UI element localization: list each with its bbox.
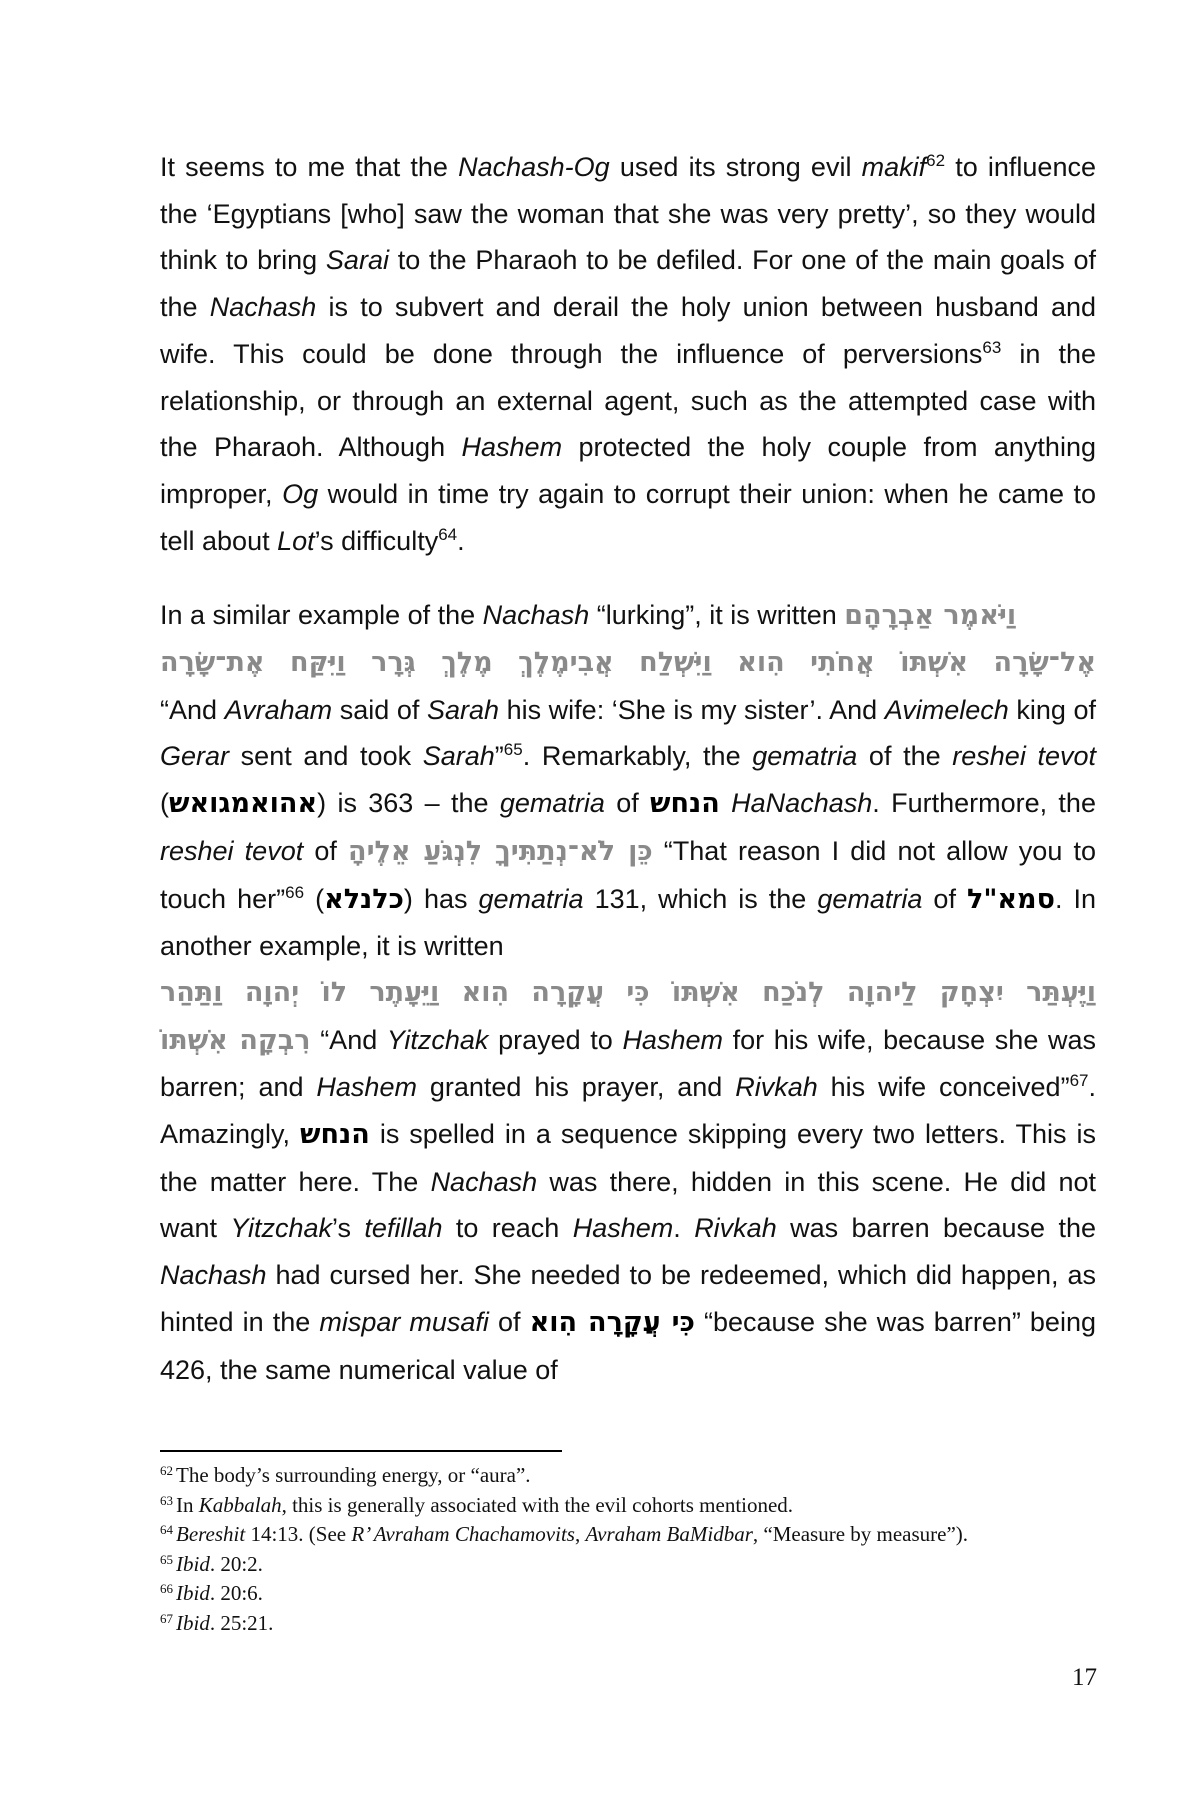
footnote-text: , bbox=[574, 1522, 586, 1546]
text-run: protected the holy couple from anything improper, bbox=[160, 432, 1096, 509]
text-run: 131, which is the bbox=[583, 883, 818, 914]
text-run: is spelled in a sequence skipping every two letters. This is the matter here. The bbox=[160, 1119, 1096, 1197]
text-run: of bbox=[604, 788, 651, 819]
paragraph-1 bbox=[160, 144, 1096, 564]
text-run: “because she was barren” being 426, the same numerical value of bbox=[160, 1306, 1096, 1385]
italic-term: Rivkah bbox=[735, 1072, 818, 1103]
italic-term: Sarai bbox=[325, 245, 389, 276]
italic-term: Hashem bbox=[572, 1213, 674, 1244]
text-run: his wife: ‘She is my sister’. And bbox=[499, 694, 885, 725]
footnote-number: 66 bbox=[160, 1581, 173, 1596]
italic-term: Og bbox=[282, 478, 319, 509]
text-run: . Amazingly, bbox=[160, 1072, 1096, 1150]
text-run: had cursed her. She needed to be redeemed, which did happen, as hinted in the bbox=[160, 1260, 1096, 1337]
text-run: ( bbox=[304, 883, 325, 914]
footnote-number: 67 bbox=[160, 1610, 173, 1626]
text-run: ’s bbox=[332, 1213, 365, 1244]
italic-term: Yitzchak bbox=[386, 1024, 489, 1055]
footnote-separator bbox=[160, 1450, 562, 1452]
hebrew-acronym: כלנלא bbox=[324, 883, 404, 915]
footnote-number: 64 bbox=[160, 1522, 173, 1537]
footnote-ref-67[interactable]: 67 bbox=[1069, 1071, 1089, 1091]
footnote-ref-65[interactable]: 65 bbox=[503, 740, 523, 760]
paragraph-2 bbox=[160, 592, 1096, 1393]
text-run: . In another example, it is written bbox=[160, 883, 1096, 962]
hebrew-hanachash: הנחש bbox=[650, 788, 720, 820]
text-run: “lurking”, it is written bbox=[589, 600, 845, 631]
footnote-text: . 20:2. bbox=[209, 1551, 263, 1576]
footnote-text: Ibid bbox=[176, 1581, 210, 1605]
text-run: . bbox=[457, 525, 465, 556]
page-number: 17 bbox=[1072, 1664, 1097, 1691]
italic-term: Avraham bbox=[224, 694, 333, 725]
italic-term: Hashem bbox=[622, 1024, 723, 1055]
footnote-67 bbox=[160, 1609, 1100, 1639]
footnote-text: Kabbalah bbox=[198, 1492, 282, 1517]
text-run: In a similar example of the bbox=[160, 600, 483, 631]
text-run: “And bbox=[160, 694, 225, 725]
italic-term: Nachash bbox=[160, 1260, 267, 1291]
text-run: was there, hidden in this scene. He did not want bbox=[160, 1166, 1097, 1244]
italic-term: HaNachash bbox=[731, 788, 873, 819]
italic-term: Lot bbox=[277, 525, 315, 556]
footnote-64 bbox=[160, 1520, 1100, 1550]
footnote-number: 62 bbox=[160, 1463, 173, 1478]
italic-term: Rivkah bbox=[694, 1213, 777, 1244]
text-run: was barren because the bbox=[776, 1213, 1096, 1244]
hebrew-verse-genesis-20-2-part1: וַיֹּאמֶר אַבְרָהָם bbox=[844, 600, 1017, 632]
text-run: used its strong evil bbox=[609, 152, 862, 182]
italic-term: Yitzchak bbox=[230, 1213, 332, 1244]
text-run: prayed to bbox=[488, 1024, 623, 1055]
footnote-text: Avraham BaMidbar bbox=[585, 1522, 753, 1546]
footnote-ref-62[interactable]: 62 bbox=[926, 151, 946, 170]
text-run: would in time try again to corrupt their union: when he came to tell about bbox=[160, 478, 1096, 556]
italic-term: Hashem bbox=[316, 1072, 417, 1103]
italic-term: Sarah bbox=[426, 694, 500, 725]
footnote-text: The body’s surrounding energy, or “aura”. bbox=[176, 1463, 531, 1487]
text-run: ) has bbox=[403, 883, 479, 914]
text-run: said of bbox=[332, 694, 427, 725]
hebrew-verse-genesis-20-6: כֵּן לֹא־נְתַתִּיךָ לִנְגֹּעַ אֵלֶיהָ bbox=[348, 835, 653, 867]
footnote-62 bbox=[160, 1461, 1100, 1491]
footnote-text: R’ Avraham Chachamovits bbox=[351, 1522, 575, 1546]
footnotes bbox=[160, 1461, 1100, 1638]
italic-term: Gerar bbox=[160, 741, 230, 772]
italic-term: Hashem bbox=[461, 432, 563, 463]
italic-term: Avimelech bbox=[884, 694, 1009, 725]
text-run bbox=[720, 788, 731, 818]
text-run: is to subvert and derail the holy union between husband and wife. This could be done through the influence of perversions bbox=[160, 292, 1096, 369]
footnote-text: 14:13. (See bbox=[245, 1522, 352, 1546]
text-run: ” bbox=[494, 741, 504, 772]
italic-term: gematria bbox=[478, 883, 584, 914]
italic-term: gematria bbox=[817, 883, 923, 914]
footnote-66 bbox=[160, 1579, 1100, 1609]
italic-term: reshei tevot bbox=[160, 835, 304, 866]
text-run: of the bbox=[857, 741, 953, 772]
hebrew-ki-akarah-hi: כִּי עֲקָרָה הִוא bbox=[529, 1306, 695, 1338]
text-run: . bbox=[673, 1213, 695, 1244]
italic-term: Nachash bbox=[482, 600, 590, 631]
text-run: to the Pharaoh to be defiled. For one of the main goals of the bbox=[160, 245, 1096, 323]
text-run: “That reason I did not allow you to touch her” bbox=[160, 835, 1097, 914]
footnote-number: 65 bbox=[160, 1551, 173, 1567]
footnote-63 bbox=[160, 1491, 1100, 1521]
body-text bbox=[160, 144, 1096, 1393]
footnote-text: Ibid bbox=[176, 1610, 210, 1635]
text-run: in the relationship, or through an external agent, such as the attempted case with the Pharaoh. Although bbox=[160, 338, 1096, 463]
footnote-text: In bbox=[176, 1492, 199, 1517]
text-run: granted his prayer, and bbox=[416, 1072, 736, 1103]
footnote-text: . 25:21. bbox=[209, 1610, 274, 1635]
hebrew-verse-genesis-25-21-part1: וַיֶּעְתַּר יִצְחָק לַיהוָה לְנֹכַח אִשְׁתּוֹ כִּי עֲקָרָה הִוא וַיֵּעָתֶר לוֹ יְהוָה וַתַּהַר bbox=[160, 976, 1096, 1008]
footnote-ref-63[interactable]: 63 bbox=[982, 337, 1002, 357]
text-run: to reach bbox=[442, 1213, 573, 1244]
italic-term: Nachash bbox=[209, 292, 317, 323]
text-run: ) is 363 – the bbox=[317, 788, 500, 819]
text-run: . Furthermore, the bbox=[872, 788, 1096, 819]
text-run: of bbox=[488, 1306, 530, 1337]
text-run: his wife conceived” bbox=[817, 1072, 1070, 1103]
italic-term: gematria bbox=[752, 741, 858, 772]
italic-term: Nachash-Og bbox=[458, 152, 610, 182]
italic-term: reshei tevot bbox=[952, 741, 1096, 772]
italic-term: makif bbox=[861, 152, 927, 182]
text-run: to influence the ‘Egyptians [who] saw the woman that she was very pretty’, so they would think to bring bbox=[160, 152, 1096, 276]
text-run: sent and took bbox=[229, 741, 423, 772]
hebrew-verse-genesis-20-2-part2: אֶל־שָׂרָה אִשְׁתּוֹ אֲחֹתִי הִוא וַיִּשְׁלַח אֲבִימֶלֶךְ מֶלֶךְ גְּרָר וַיִּקַּח אֶת־שָׂרָה bbox=[160, 647, 1096, 679]
footnote-number: 63 bbox=[160, 1492, 173, 1508]
footnote-text: . 20:6. bbox=[209, 1581, 263, 1605]
hebrew-verse-genesis-25-21-part2: רִבְקָה אִשְׁתּוֹ bbox=[160, 1024, 311, 1056]
text-run: of bbox=[922, 883, 967, 914]
text-run: “And bbox=[310, 1024, 387, 1055]
text-run: . Remarkably, the bbox=[522, 741, 753, 772]
text-run: of bbox=[303, 835, 349, 866]
hebrew-acronym: אהואמגואש bbox=[169, 788, 318, 820]
italic-term: Nachash bbox=[430, 1166, 538, 1197]
footnote-text: Ibid bbox=[176, 1551, 210, 1576]
italic-term: mispar musafi bbox=[319, 1306, 489, 1337]
hebrew-hanachash: הנחש bbox=[300, 1119, 370, 1151]
footnote-text: , “Measure by measure”). bbox=[752, 1522, 969, 1546]
text-run: king of bbox=[1008, 694, 1096, 725]
footnote-ref-64[interactable]: 64 bbox=[438, 524, 458, 544]
text-run: ’s difficulty bbox=[314, 525, 439, 556]
footnote-text: , this is generally associated with the evil cohorts mentioned. bbox=[281, 1492, 794, 1517]
hebrew-samael: סמא"ל bbox=[966, 883, 1055, 915]
footnote-65 bbox=[160, 1550, 1100, 1580]
text-run: It seems to me that the bbox=[160, 152, 459, 182]
footnote-ref-66[interactable]: 66 bbox=[285, 882, 305, 902]
text-run: ( bbox=[160, 788, 169, 819]
footnote-text: Bereshit bbox=[176, 1522, 246, 1546]
italic-term: Sarah bbox=[422, 741, 495, 772]
italic-term: gematria bbox=[499, 788, 605, 819]
italic-term: tefillah bbox=[364, 1213, 443, 1244]
text-run: for his wife, because she was barren; and bbox=[160, 1024, 1096, 1103]
